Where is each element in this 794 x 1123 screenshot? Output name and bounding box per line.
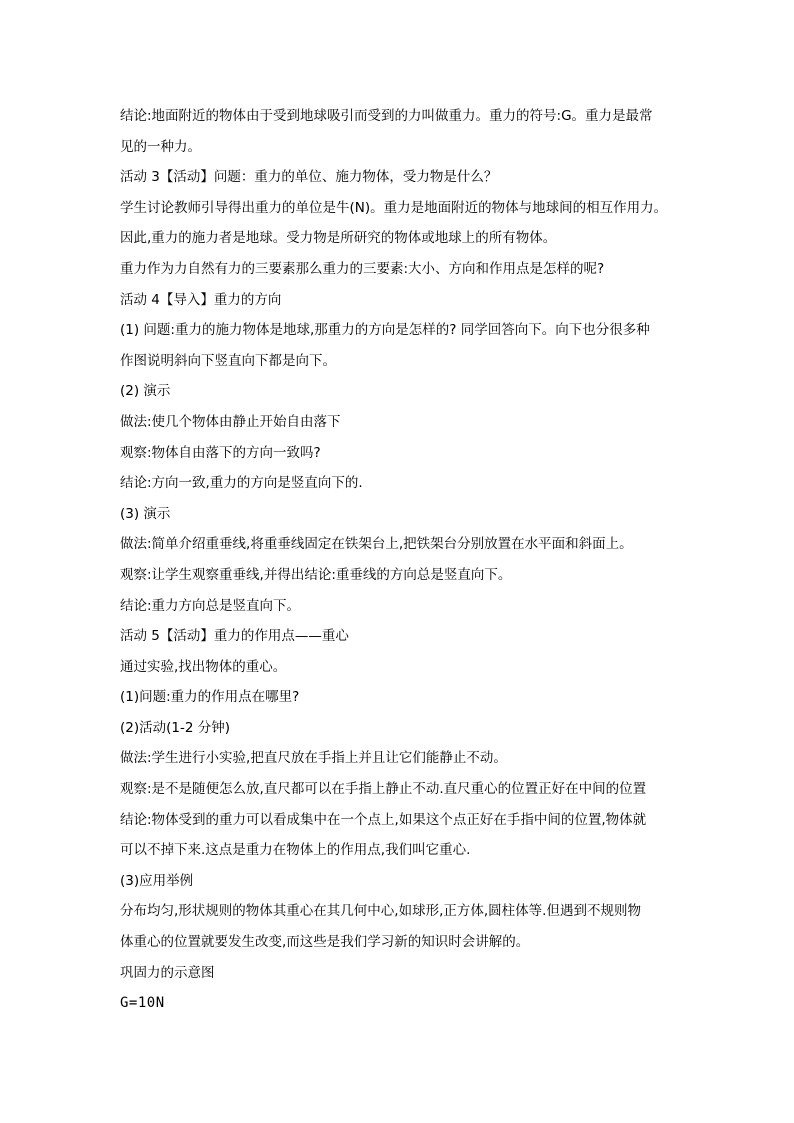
text-line: (1)问题:重力的作用点在哪里?: [120, 689, 300, 706]
text-line: (2) 演示: [120, 383, 171, 400]
document-body: [120, 101, 680, 1019]
text-line: (2)活动(1-2 分钟): [120, 719, 230, 736]
activity-3-heading: 活动 3【活动】问题：重力的单位、施力物体，受力物是什么？: [120, 169, 498, 186]
gravity-formula: G=10N: [120, 995, 165, 1012]
text-line: 体重心的位置就要发生改变,而这些是我们学习新的知识时会讲解的。: [120, 934, 530, 951]
text-line: 结论:物体受到的重力可以看成集中在一个点上,如果这个点正好在手指中间的位置,物体就: [120, 811, 647, 828]
text-line: 做法:简单介绍重垂线,将重垂线固定在铁架台上,把铁架台分别放置在水平面和斜面上。: [120, 536, 633, 553]
text-line: 因此,重力的施力者是地球。受力物是所研究的物体或地球上的所有物体。: [120, 230, 557, 247]
text-line: 做法:使几个物体由静止开始自由落下: [120, 413, 341, 430]
text-line: 结论:重力方向总是竖直向下。: [120, 597, 301, 614]
text-line: 巩固力的示意图: [120, 964, 215, 981]
text-line: 做法:学生进行小实验,把直尺放在手指上并且让它们能静止不动。: [120, 750, 507, 767]
text-line: 重力作为力自然有力的三要素那么重力的三要素:大小、方向和作用点是怎样的呢?: [120, 260, 605, 277]
text-line: (1) 问题:重力的施力物体是地球,那重力的方向是怎样的? 同学回答向下。向下也分很多种: [120, 322, 650, 339]
text-line: 观察:是不是随便怎么放,直尺都可以在手指上静止不动.直尺重心的位置正好在中间的位置: [120, 781, 647, 798]
activity-4-heading: 活动 4【导入】重力的方向: [120, 291, 282, 308]
text-line: 结论:方向一致,重力的方向是竖直向下的.: [120, 475, 363, 492]
text-line: 观察:物体自由落下的方向一致吗?: [120, 444, 321, 461]
text-line: 通过实验,找出物体的重心。: [120, 658, 287, 675]
text-line: (3)应用举例: [120, 872, 194, 889]
text-line: 见的一种力。: [120, 138, 201, 155]
text-line: 作图说明斜向下竖直向下都是向下。: [120, 352, 336, 369]
text-line: (3) 演示: [120, 505, 171, 522]
text-line: 分布均匀,形状规则的物体其重心在其几何中心,如球形,正方体,圆柱体等.但遇到不规则物: [120, 903, 641, 920]
text-line: 观察:让学生观察重垂线,并得出结论:重垂线的方向总是竖直向下。: [120, 566, 512, 583]
text-line: 结论:地面附近的物体由于受到地球吸引而受到的力叫做重力。重力的符号:G。重力是最常: [120, 108, 653, 124]
text-line: 学生讨论教师引导得出重力的单位是牛(N)。重力是地面附近的物体与地球间的相互作用力。: [120, 199, 668, 216]
text-line: 可以不掉下来.这点是重力在物体上的作用点,我们叫它重心.: [120, 842, 471, 859]
activity-5-heading: 活动 5【活动】重力的作用点——重心: [120, 628, 349, 645]
